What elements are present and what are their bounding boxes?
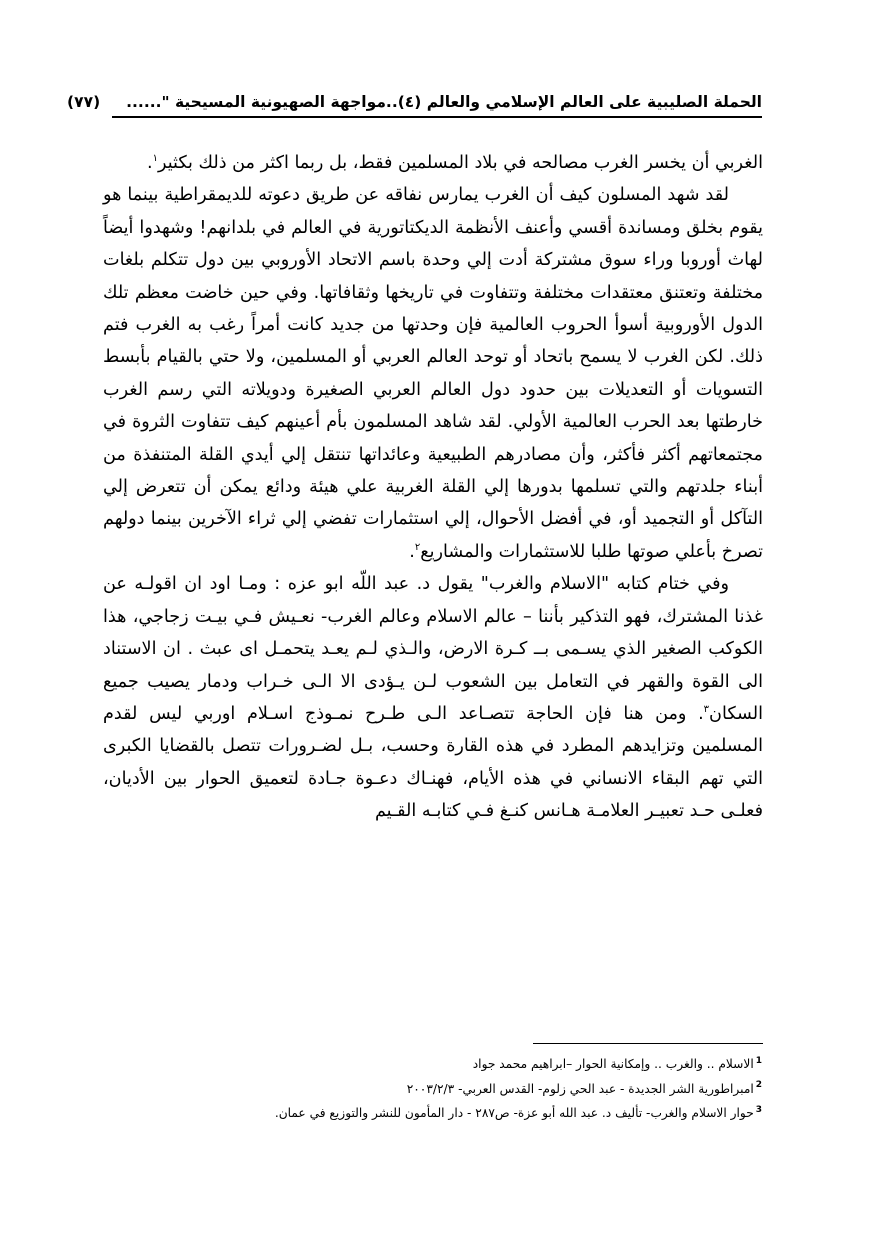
footnote-1-number: 1	[755, 1055, 762, 1066]
paragraph-1-text: الغربي أن يخسر الغرب مصالحه في بلاد المسلمين فقط، بل ربما اكثر من ذلك بكثير	[158, 153, 763, 173]
footnote-3-text: حوار الاسلام والغرب- تأليف د. عبد الله أبو عزة- ص٢٨٧ - دار المأمون للنشر والتوزيع في عمان.	[274, 1106, 754, 1120]
paragraph-3	[103, 568, 763, 827]
paragraph-2-text: لقد شهد المسلون كيف أن الغرب يمارس نفاقه عن طريق دعوته للديمقراطية بينما هو يقوم بخلق ومساندة أقسي وأعنف الأنظمة الديكتاتورية في العالم في بلدانهم! وشهدوا أيضاً لهاث أوروبا وراء سوق مشتركة أدت إلي وحدة باسم الاتحاد الأوروبي بين دول تتكلم بلغات مختلفة وتعتنق معتقدات مختلفة وتتفاوت في تاريخها وثقافاتها. وفي حين خاضت معظم تلك الدول الأوروبية أسوأ الحروب العالمية فإن وحدتها من جديد كانت أمراً رغب به الغرب فتم ذلك. لكن الغرب لا يسمح باتحاد أو توحد العالم العربي أو المسلمين، ولا حتي بالقيام بأبسط التسويات أو التعديلات بين حدود دول العالم العربي الصغيرة ودويلاته التي رسم الغرب خارطتها بعد الحرب العالمية الأولي. لقد شاهد المسلمون بأم أعينهم كيف تتفاوت الثروة في مجتمعاتهم أكثر فأكثر، وأن مصادرهم الطبيعية وعائداتها تنتقل إلي أيدي القلة المتنفذة من أبناء جلدتهم والتي تسلمها بدورها إلي القلة الغربية علي هيئة ودائع يمكن أن تتعرض إلي التآكل أو التجميد أو، في أفضل الأحوال، إلي استثمارات تفضي إلي ثراء الآخرين بينما دولهم تصرخ بأعلي صوتها طلبا للاستثمارات والمشاريع	[103, 185, 763, 562]
footnote-2-number: 2	[755, 1080, 762, 1091]
body-text	[103, 147, 763, 828]
paragraph-1-end: .	[147, 153, 153, 173]
footnote-separator	[533, 1043, 763, 1044]
paragraph-3-text-a: وفي ختام كتابه "الاسلام والغرب" يقول د. عبد اللّه ابو عزه : ومـا اود ان اقولـه عن غذنا المشترك، فهو التذكير بأننا – عالم الاسلام وعالم الغرب- نعـيش فـي بيـت زجاجي، هذا الكوكب الصغير الذي يسـمى بــ كـرة الارض، والـذي لـم يعـد يتحمـل اى عبث . ان الاستناد الى القوة والقهر في التعامل بين الشعوب لـن يـؤدى الا الـى خـراب ودمار يصيب جميع السكان	[103, 574, 763, 724]
footnote-3-number: 3	[755, 1104, 762, 1115]
paragraph-2-end: .	[409, 541, 415, 562]
footnote-ref-3: ٣	[703, 704, 710, 716]
running-header	[67, 88, 762, 118]
paragraph-1	[103, 147, 763, 179]
page-number: (٧٧)	[67, 93, 101, 111]
footnote-2	[112, 1077, 762, 1102]
header-title: الحملة الصليبية على العالم الإسلامي والعالم (٤)..مواجهة الصهيونية المسيحية "......	[126, 93, 762, 111]
paragraph-3-text-b: . ومن هنا فإن الحاجة تتصـاعد الـى طـرح نمـوذج اسـلام اوربي ليس لقدم المسلمين وتزايدهم المطرد في هذه القارة وحسب، بـل لضـرورات تتصل بالقضايا الكبرى التي تهم البقاء الانساني في هذه الأيام، فهنـاك دعـوة جـادة لتعميق الحوار بين الأديان، فعلـى حـد تعبيـر العلامـة هـانس كنـغ فـي كتابـه القـيم	[103, 703, 763, 822]
footnotes	[112, 1052, 762, 1126]
footnote-ref-1: ١	[152, 153, 159, 165]
footnote-2-text: امبراطورية الشر الجديدة - عبد الحي زلوم- القدس العربي- ٢٠٠٣/٢/٣	[406, 1081, 754, 1096]
paragraph-2	[103, 179, 763, 568]
footnote-1	[112, 1052, 762, 1077]
footnote-ref-2: ٢	[414, 542, 421, 554]
footnote-3	[112, 1101, 762, 1126]
footnote-1-text: الاسلام .. والغرب .. وإمكانية الحوار –ابراهيم محمد جواد	[472, 1057, 754, 1071]
